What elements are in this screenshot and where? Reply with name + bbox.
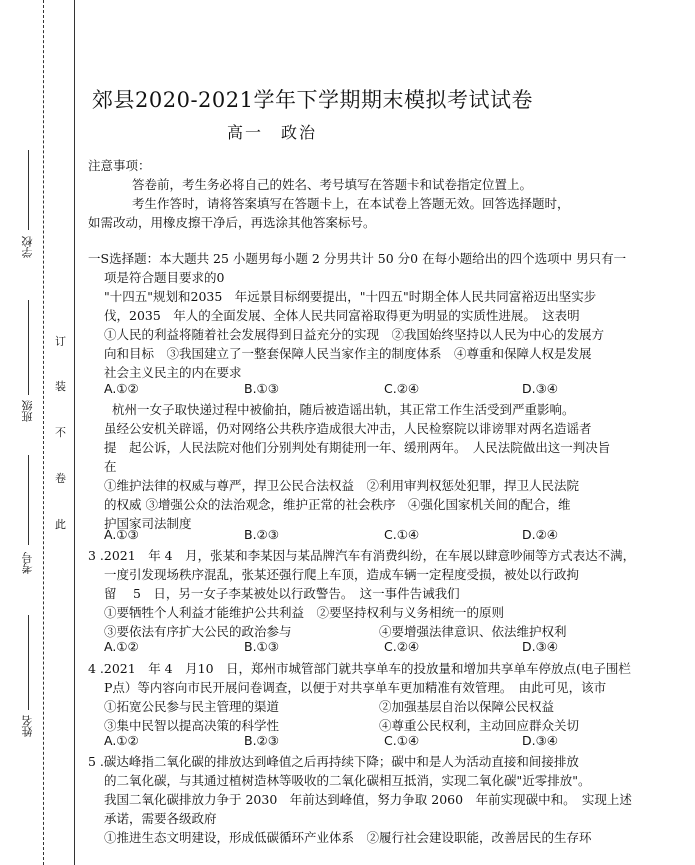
q3-option-d: D.③④ [522, 639, 559, 654]
q2-option-a: A.①③ [104, 527, 139, 542]
section-instructions: 项是符合题目要求的0 [104, 270, 225, 285]
q1-statements: 社会主义民主的内在要求 [104, 365, 242, 380]
q2-statements: 护国家司法制度 [104, 516, 192, 531]
q5-stem: 我国二氧化碳排放力争于 2030 年前达到峰值，努力争取 2060 年前实现碳中和。 实现上述 [104, 792, 632, 807]
notes-heading: 注意事项： [88, 158, 151, 173]
binding-char-zhuang: 装 [55, 380, 66, 393]
notes-line: 考生作答时，请将答案填写在答题卡上，在本试卷上答题无效。回答选择题时， [132, 196, 570, 211]
q3-stem: 留 5 日，另一女子李某被处以行政警告。 这一事件告诫我们 [104, 586, 460, 601]
binding-solid-line [74, 0, 75, 865]
q2-stem: 提 起公诉，人民法院对他们分别判处有期徒刑一年、缓刑两年。 人民法院做出这一判决旨 [104, 440, 611, 455]
q3-option-c: C.②④ [384, 639, 420, 654]
name-fill-line [28, 615, 29, 710]
q4-statements: ①拓宽公民参与民主管理的渠道 ②加强基层自治以保障公民权益 [104, 699, 555, 714]
q5-statements: ①推进生态文明建设，形成低碳循环产业体系 ②履行社会建设职能，改善居民的生存环 [104, 830, 592, 845]
q1-option-d: D.③④ [522, 381, 559, 396]
name-label: 姓名 [21, 715, 34, 737]
q2-statements: ①维护法律的权威与尊严，捍卫公民合法权益 ②利用审判权惩处犯罪，捍卫人民法院 [104, 478, 580, 493]
school-label: 学校 [21, 236, 34, 258]
class-label: 班级 [21, 400, 34, 422]
q1-statements: 向和目标 ③我国建立了一整套保障人民当家作主的制度体系 ④尊重和保障人权是发展 [104, 346, 592, 361]
q1-stem: "十四五"规划和2035 年远景目标纲要提出，"十四五"时期全体人民共同富裕迈出坚实步 [104, 289, 597, 304]
q3-stem: 一度引发现场秩序混乱，张某还强行爬上车顶，造成车辆一定程度受损，被处以行政拘 [104, 567, 580, 582]
q2-option-c: C.①④ [384, 527, 420, 542]
q2-stem: 虽经公安机关辟谣，仍对网络公共秩序造成很大冲击，人民检察院以诽谤罪对两名造谣者 [104, 421, 592, 436]
q3-statements: ①要牺牲个人利益才能维护公共利益 ②要坚持权利与义务相统一的原则 [104, 605, 505, 620]
exam-subtitle: 高一 政治 [227, 123, 318, 142]
q1-stem: 伐，2035 年人的全面发展、全体人民共同富裕取得更为明显的实质性进展。 这表明 [104, 308, 580, 323]
q2-statements: 的权威 ③增强公众的法治观念，维护正常的社会秩序 ④强化国家机关间的配合，维 [104, 497, 571, 512]
q2-option-d: D.②④ [522, 527, 559, 542]
school-fill-line [28, 150, 29, 230]
q4-stem: 4 .2021 年 4 月10 日，郑州市城管部门就共享单车的投放量和增加共享单车停放点(电子围栏 [88, 661, 631, 676]
binding-margin [0, 0, 90, 865]
binding-char-ci: 此 [55, 518, 66, 531]
exam-title: 郊县2020-2021学年下学期期末模拟考试试卷 [92, 88, 533, 112]
q3-option-b: B.①③ [244, 639, 279, 654]
q3-stem: 3 .2021 年 4 月，张某和李某因与某品牌汽车有消费纠纷，在车展以肆意吵闹等方式表达不满， [88, 548, 636, 563]
q1-statements: ①人民的利益将随着社会发展得到日益充分的实现 ②我国始终坚持以人民为中心的发展方 [104, 327, 605, 342]
q1-option-a: A.①② [104, 381, 139, 396]
q4-option-c: C.①④ [384, 733, 420, 748]
q4-statements: ③集中民智以提高决策的科学性 ④尊重公民权利，主动回应群众关切 [104, 718, 580, 733]
q4-stem: P点）等内容向市民开展问卷调查，以便于对共享单车更加精准有效管理。 由此可见，该市 [104, 680, 607, 695]
q4-option-b: B.②③ [244, 733, 279, 748]
exam-number-label: 考号 [21, 552, 34, 574]
q4-option-a: A.①② [104, 733, 139, 748]
section-instructions: 一S选择题：本大题共 25 小题男每小题 2 分男共计 50 分0 在每小题给出的四个选项中 男只有一 [88, 251, 627, 266]
binding-dashed-line [43, 0, 44, 865]
q2-stem: 杭州一女子取快递过程中被偷拍，随后被造谣出轨，其正常工作生活受到严重影响。 [112, 402, 575, 417]
q5-stem: 的二氧化碳，与其通过植树造林等吸收的二氧化碳相互抵消，实现二氧化碳"近零排放"。 [104, 773, 591, 788]
q5-stem: 5 .碳达峰指二氧化碳的排放达到峰值之后再持续下降；碳中和是人为活动直接和间接排放 [88, 754, 579, 769]
q2-option-b: B.②③ [244, 527, 279, 542]
binding-char-ding: 订 [55, 335, 66, 348]
binding-char-bu: 不 [55, 426, 66, 439]
q1-option-b: B.①③ [244, 381, 279, 396]
q3-option-a: A.①② [104, 639, 139, 654]
q1-option-c: C.②④ [384, 381, 420, 396]
q5-stem: 承诺，需要各级政府 [104, 811, 217, 826]
notes-line: 答卷前，考生务必将自己的姓名、考号填写在答题卡和试卷指定位置上。 [132, 177, 533, 192]
q4-option-d: D.③④ [522, 733, 559, 748]
binding-char-juan: 卷 [55, 472, 66, 485]
q2-stem: 在 [104, 459, 117, 474]
exam-number-fill-line [28, 455, 29, 545]
q3-statements: ③要依法有序扩大公民的政治参与 ④要增强法律意识、依法维护权利 [104, 624, 567, 639]
class-fill-line [28, 300, 29, 395]
notes-line: 如需改动，用橡皮擦干净后，再选涂其他答案标号。 [88, 215, 376, 230]
